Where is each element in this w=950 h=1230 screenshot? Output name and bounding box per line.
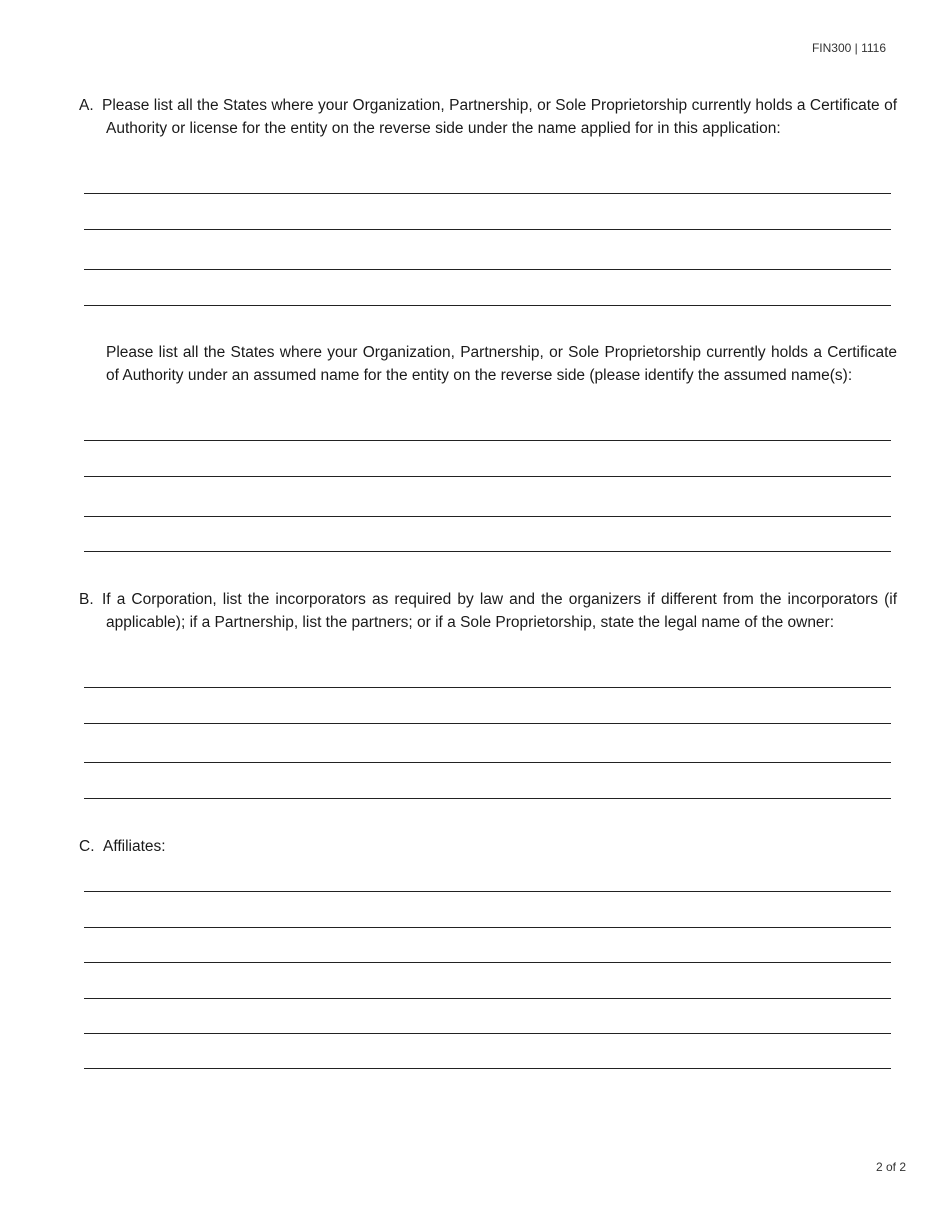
section-a-question-1 xyxy=(79,94,897,140)
answer-line-a1-4[interactable] xyxy=(84,305,891,306)
section-a-question-2 xyxy=(79,341,897,387)
answer-line-c-1[interactable] xyxy=(84,891,891,892)
answer-line-c-6[interactable] xyxy=(84,1068,891,1069)
answer-line-b-2[interactable] xyxy=(84,723,891,724)
section-c-heading xyxy=(79,835,166,858)
answer-line-a2-4[interactable] xyxy=(84,551,891,552)
section-b-question xyxy=(79,588,897,634)
answer-line-c-5[interactable] xyxy=(84,1033,891,1034)
section-c-label: Affiliates: xyxy=(103,838,166,855)
answer-line-b-4[interactable] xyxy=(84,798,891,799)
page-number: 2 of 2 xyxy=(875,1160,906,1174)
answer-line-a1-1[interactable] xyxy=(84,193,891,194)
section-a-question-2-text: Please list all the States where your Organization, Partnership, or Sole Proprietorship currently holds a Certificate of Authority under an assumed name for the entity on the reverse side (please identify the assumed name(s): xyxy=(106,344,897,384)
answer-line-a1-3[interactable] xyxy=(84,269,891,270)
answer-line-c-2[interactable] xyxy=(84,927,891,928)
answer-line-c-3[interactable] xyxy=(84,962,891,963)
section-a-question-1-text: Please list all the States where your Organization, Partnership, or Sole Proprietorship currently holds a Certificate of Authority or license for the entity on the reverse side under the name applied for in this application: xyxy=(102,97,897,137)
answer-line-b-1[interactable] xyxy=(84,687,891,688)
answer-line-a2-2[interactable] xyxy=(84,476,891,477)
section-a-marker: A. xyxy=(79,97,94,114)
form-code: FIN300 | 1116 xyxy=(811,41,886,55)
answer-line-b-3[interactable] xyxy=(84,762,891,763)
answer-line-a2-3[interactable] xyxy=(84,516,891,517)
section-c-marker: C. xyxy=(79,838,95,855)
answer-line-c-4[interactable] xyxy=(84,998,891,999)
answer-line-a2-1[interactable] xyxy=(84,440,891,441)
answer-line-a1-2[interactable] xyxy=(84,229,891,230)
section-b-marker: B. xyxy=(79,591,94,608)
section-b-question-text: If a Corporation, list the incorporators as required by law and the organizers if different from the incorporators (if applicable); if a Partnership, list the partners; or if a Sole Proprietorship, state the legal name of the owner: xyxy=(102,591,897,631)
